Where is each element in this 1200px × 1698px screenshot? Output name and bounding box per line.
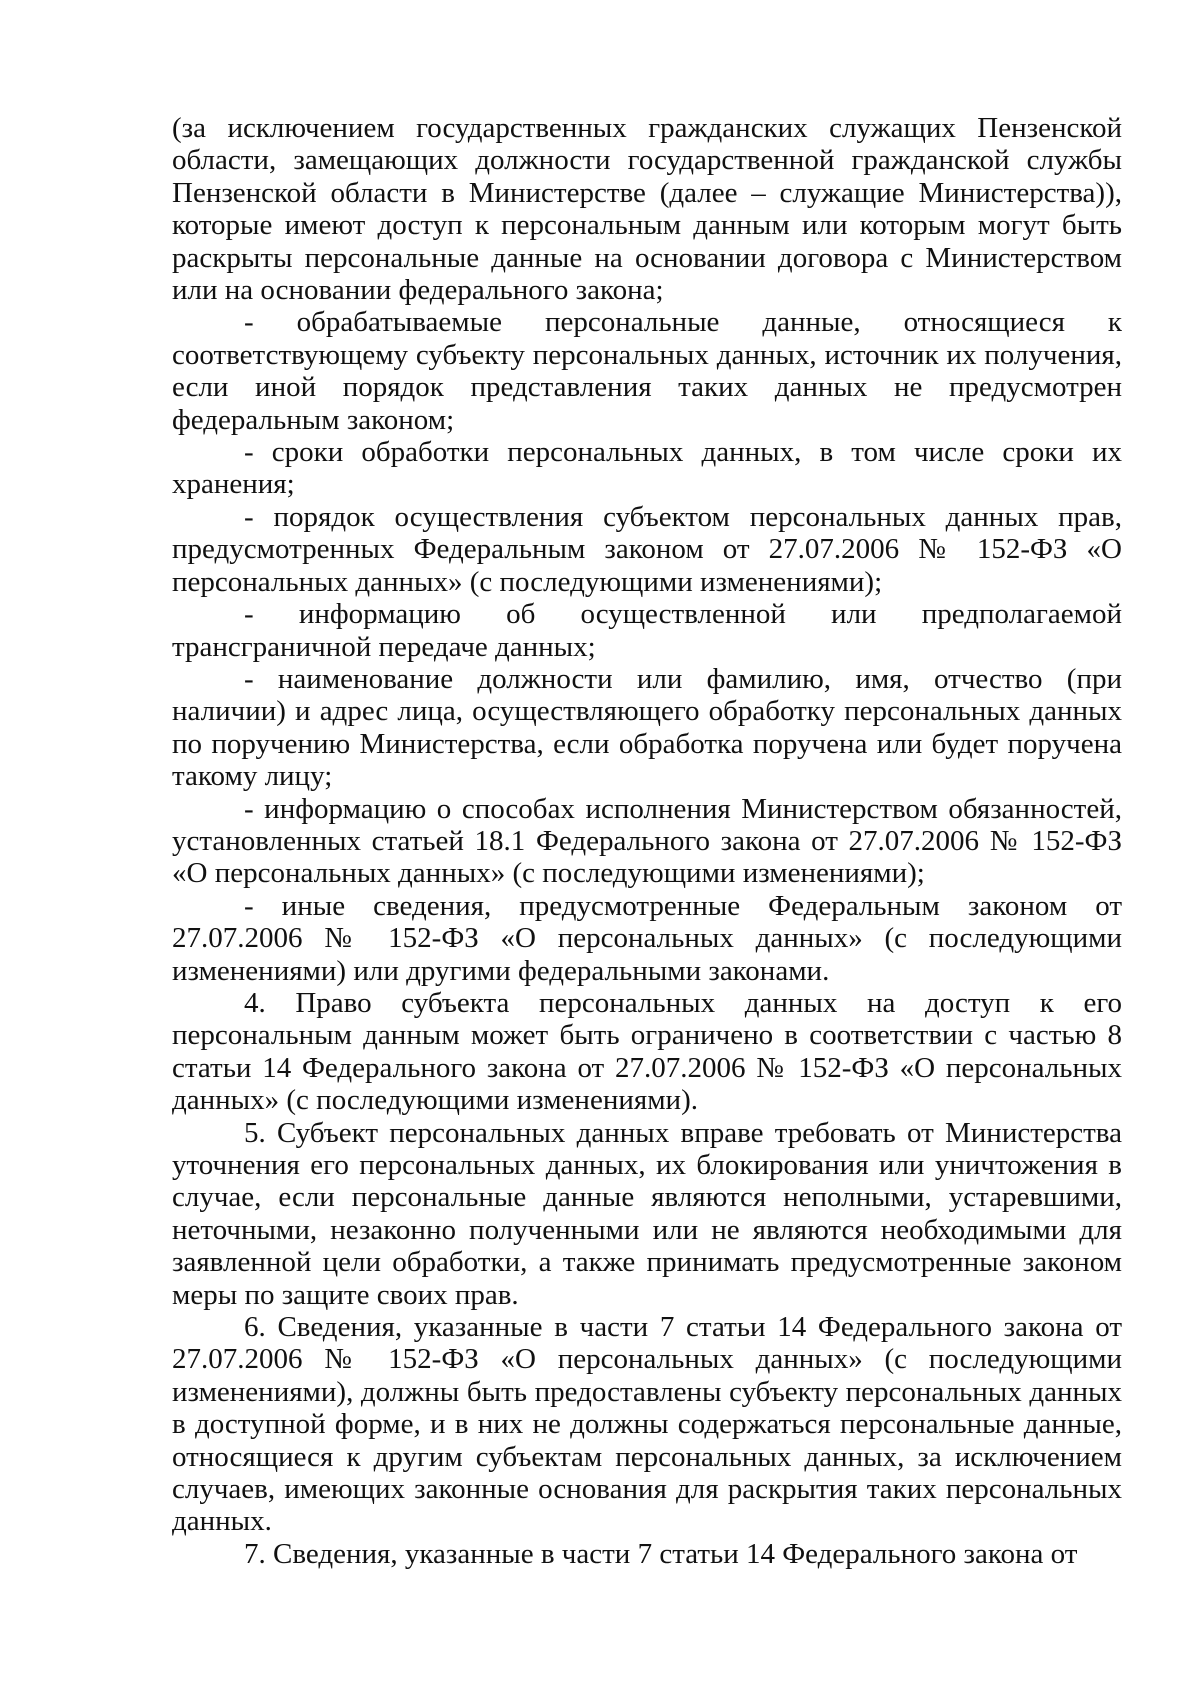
paragraph-section-6: 6. Сведения, указанные в части 7 статьи 14 Федерального закона от 27.07.2006 № 152-ФЗ «О персональных данных» (с последующими изменениями), должны быть предоставлены субъекту персональных данных в доступной форме, и в них не должны содержаться персональные данные, относящиеся к другим субъектам персональных данных, за исключением случаев, имеющих законные основания для раскрытия таких персональных данных. — [172, 1311, 1122, 1538]
document-body — [172, 112, 1122, 1570]
paragraph-section-7: 7. Сведения, указанные в части 7 статьи 14 Федерального закона от — [244, 1537, 1078, 1570]
paragraph-section-4: 4. Право субъекта персональных данных на доступ к его персональным данным может быть ограничено в соответствии с частью 8 статьи 14 Федерального закона от 27.07.2006 № 152-ФЗ «О персональных данных» (с последующими изменениями). — [172, 986, 1122, 1117]
paragraph-item-cross-border-transfer: - информацию об осуществленной или предполагаемой трансграничной передаче данных; — [172, 598, 1122, 663]
paragraph-item-processing-terms: - сроки обработки персональных данных, в том числе сроки их хранения; — [172, 436, 1122, 501]
paragraph-section-5: 5. Субъект персональных данных вправе требовать от Министерства уточнения его персональных данных, их блокирования или уничтожения в случае, если персональные данные являются неполными, устаревшими, неточными, незаконно полученными или не являются необходимыми для заявленной цели обработки, а также принимать предусмотренные законом меры по защите своих прав. — [172, 1116, 1122, 1311]
paragraph-item-obligations-info: - информацию о способах исполнения Министерством обязанностей, установленных статьей 18.1 Федерального закона от 27.07.2006 № 152-ФЗ «О персональных данных» (с последующими изменениями); — [172, 792, 1122, 890]
paragraph-item-processor-info: - наименование должности или фамилию, имя, отчество (при наличии) и адрес лица, осуществляющего обработку персональных данных по поручению Министерства, если обработка поручена или будет поручена такому лицу; — [172, 662, 1122, 793]
paragraph-continuation: (за исключением государственных гражданских служащих Пензенской области, замещающих должности государственной гражданской службы Пензенской области в Министерстве (далее – служащие Министерства)), которые имеют доступ к персональным данным или которым могут быть раскрыты персональные данные на основании договора с Министерством или на основании федерального закона; — [172, 112, 1122, 307]
paragraph-item-processed-data: - обрабатываемые персональные данные, относящиеся к соответствующему субъекту персональных данных, источник их получения, если иной порядок представления таких данных не предусмотрен федеральным законом; — [172, 306, 1122, 436]
paragraph-item-rights-procedure: - порядок осуществления субъектом персональных данных прав, предусмотренных Федеральным законом от 27.07.2006 № 152-ФЗ «О персональных данных» (с последующими изменениями); — [172, 500, 1122, 598]
paragraph-item-other-info: - иные сведения, предусмотренные Федеральным законом от 27.07.2006 № 152-ФЗ «О персональных данных» (с последующими изменениями) или другими федеральными законами. — [172, 889, 1122, 987]
